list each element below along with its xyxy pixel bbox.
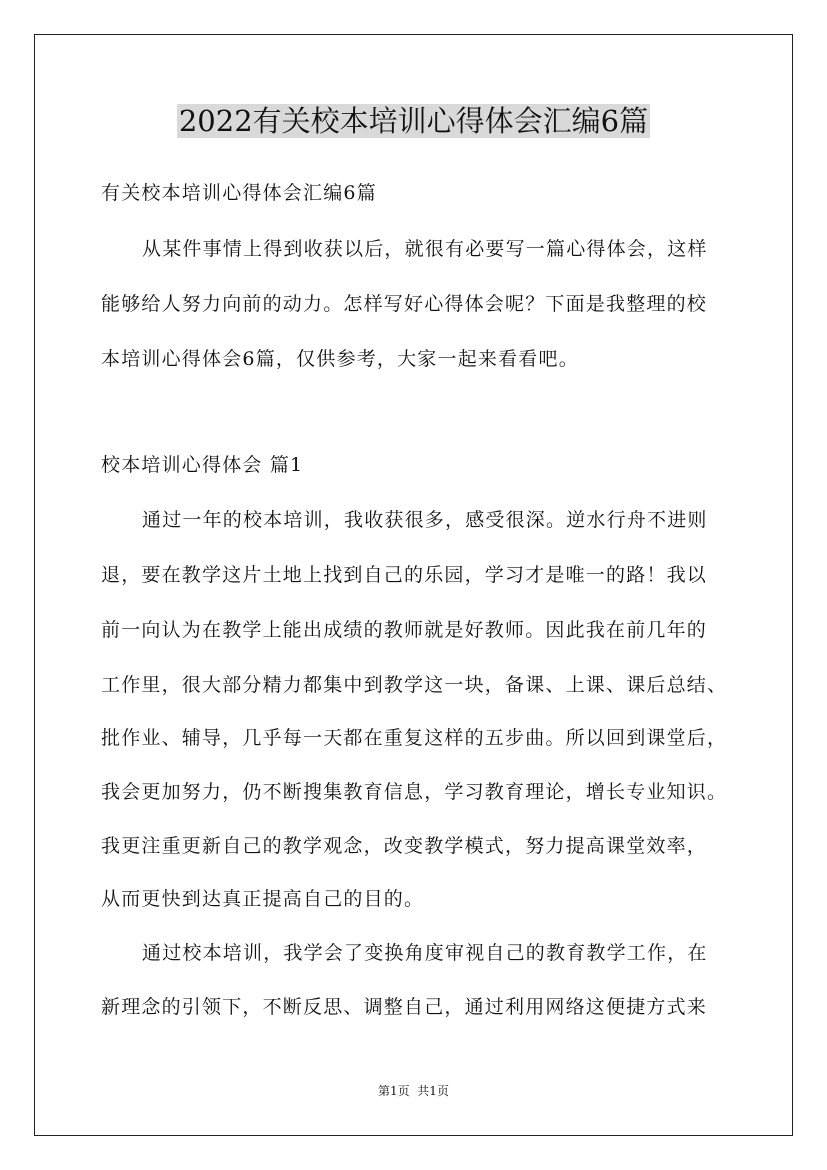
intro-line: 本培训心得体会6篇，仅供参考，大家一起来看看吧。 [101,348,579,370]
document-subtitle: 有关校本培训心得体会汇编6篇 [101,182,377,204]
paragraph-line: 新理念的引领下，不断反思、调整自己，通过利用网络这便捷方式来 [101,996,708,1018]
paragraph-line: 退，要在教学这片土地上找到自己的乐园，学习才是唯一的路！我以 [101,564,708,586]
section-heading: 校本培训心得体会 篇1 [101,454,304,476]
paragraph-line: 前一向认为在教学上能出成绩的教师就是好教师。因此我在前几年的 [101,619,708,641]
paragraph-line: 工作里，很大部分精力都集中到教学这一块，备课、上课、课后总结、 [101,674,728,696]
paragraph-line: 通过一年的校本培训，我收获很多，感受很深。逆水行舟不进则 [142,509,708,531]
document-title-text: 2022有关校本培训心得体会汇编6篇 [178,104,649,138]
paragraph-line: 我会更加努力，仍不断搜集教育信息，学习教育理论，增长专业知识。 [101,781,728,803]
document-title [0,100,827,142]
paragraph-line: 我更注重更新自己的教学观念，改变教学模式，努力提高课堂效率， [101,835,708,857]
intro-line: 能够给人努力向前的动力。怎样写好心得体会呢？下面是我整理的校 [101,293,708,315]
page-footer: 第1页 共1页 [378,1084,449,1098]
paragraph-line: 批作业、辅导，几乎每一天都在重复这样的五步曲。所以回到课堂后， [101,727,728,749]
intro-line: 从某件事情上得到收获以后，就很有必要写一篇心得体会，这样 [142,238,708,260]
paragraph-line: 从而更快到达真正提高自己的目的。 [101,888,425,910]
paragraph-line: 通过校本培训，我学会了变换角度审视自己的教育教学工作，在 [142,942,708,964]
